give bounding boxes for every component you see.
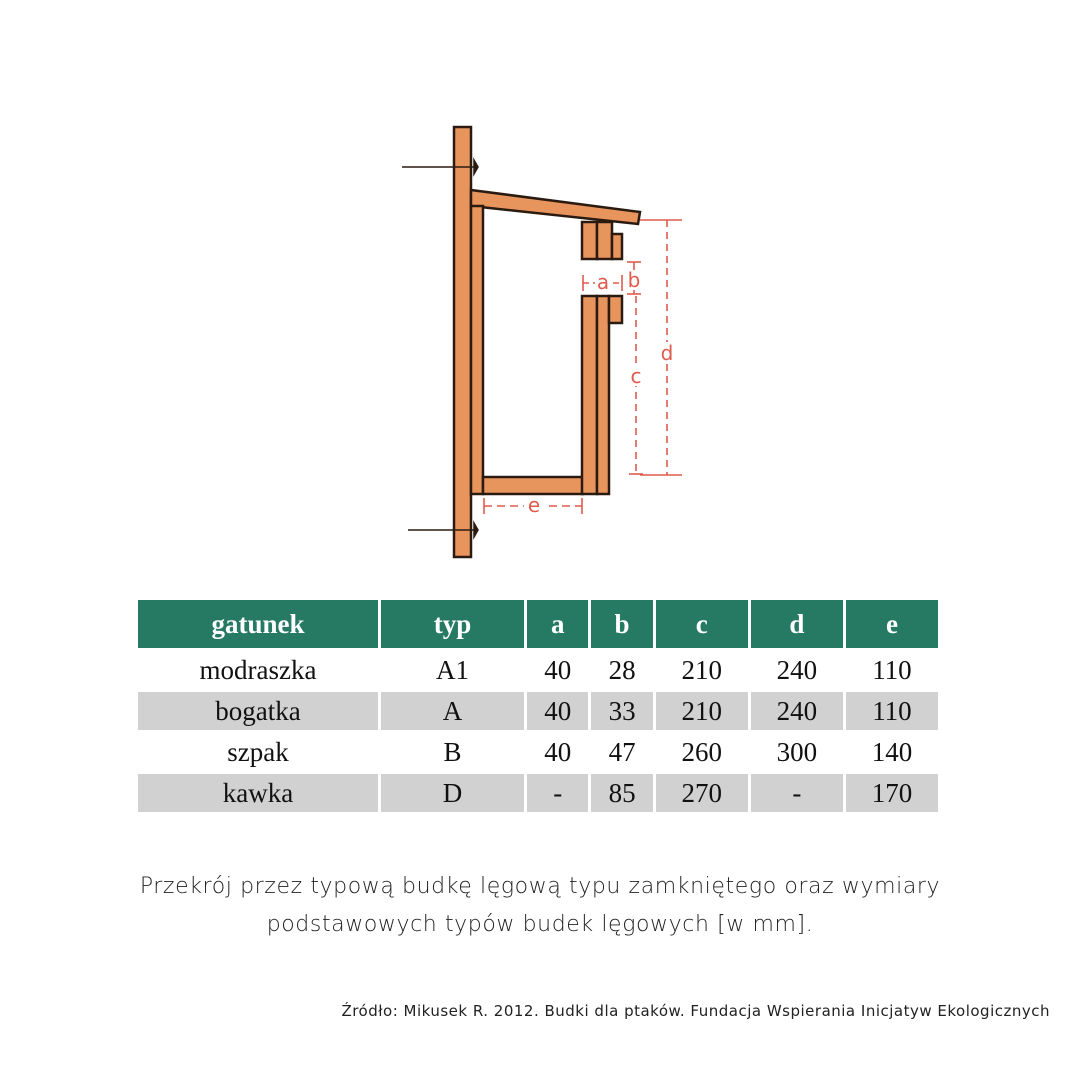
front-upper-plate [597,222,612,259]
cell-b: 47 [591,733,652,774]
source-citation: Źródło: Mikusek R. 2012. Budki dla ptaków. Fundacja Wspierania Inicjatyw Ekologicznych [341,1002,1050,1020]
column-header-d: d [751,600,843,651]
cell-e: 110 [846,692,938,733]
column-header-a: a [527,600,588,651]
roof-board [471,190,640,224]
cell-e: 110 [846,651,938,692]
cell-gatunek: bogatka [138,692,378,733]
dimension-a-label: a [596,270,610,294]
cell-gatunek: szpak [138,733,378,774]
table-row [138,774,938,815]
cell-a: 40 [527,692,588,733]
table-row [138,733,938,774]
front-lower-plate [597,296,609,494]
column-header-e: e [846,600,938,651]
cell-a: 40 [527,651,588,692]
caption-line-2: podstawowych typów budek lęgowych [w mm]. [266,912,814,937]
cell-gatunek: kawka [138,774,378,815]
column-header-b: b [591,600,652,651]
front-lower-board [582,296,597,494]
cell-e: 140 [846,733,938,774]
cell-typ: D [381,774,524,815]
cell-c: 210 [656,651,748,692]
table-row [138,651,938,692]
dimension-b-label: b [627,268,641,292]
front-lower-lip [609,296,622,323]
cell-e: 170 [846,774,938,815]
cell-a: - [527,774,588,815]
cell-a: 40 [527,733,588,774]
table-row [138,692,938,733]
back-mounting-board [454,127,471,557]
cell-d: 240 [751,651,843,692]
cell-d: 300 [751,733,843,774]
cell-b: 85 [591,774,652,815]
bottom-board [483,477,583,494]
cell-typ: A [381,692,524,733]
table-header-row [138,600,938,651]
upper-screw-head [474,160,478,174]
cell-typ: B [381,733,524,774]
left-wall-board [471,206,483,494]
caption-line-1: Przekrój przez typową budkę lęgową typu zamkniętego oraz wymiary [139,874,941,899]
cell-c: 270 [656,774,748,815]
cell-c: 210 [656,692,748,733]
dimension-e-label: e [527,493,541,517]
cell-b: 33 [591,692,652,733]
cell-gatunek: modraszka [138,651,378,692]
cell-b: 28 [591,651,652,692]
column-header-typ: typ [381,600,524,651]
cell-c: 260 [656,733,748,774]
column-header-gatunek: gatunek [138,600,378,651]
cell-d: - [751,774,843,815]
nest-box-dimensions-table [135,600,941,815]
cell-d: 240 [751,692,843,733]
front-upper-board [582,222,597,259]
column-header-c: c [656,600,748,651]
front-upper-lip [612,234,622,259]
dimension-c-label: c [630,364,642,388]
cell-typ: A1 [381,651,524,692]
dimension-d-label: d [660,341,674,365]
lower-screw-head [474,523,478,537]
figure-caption [60,868,1020,944]
